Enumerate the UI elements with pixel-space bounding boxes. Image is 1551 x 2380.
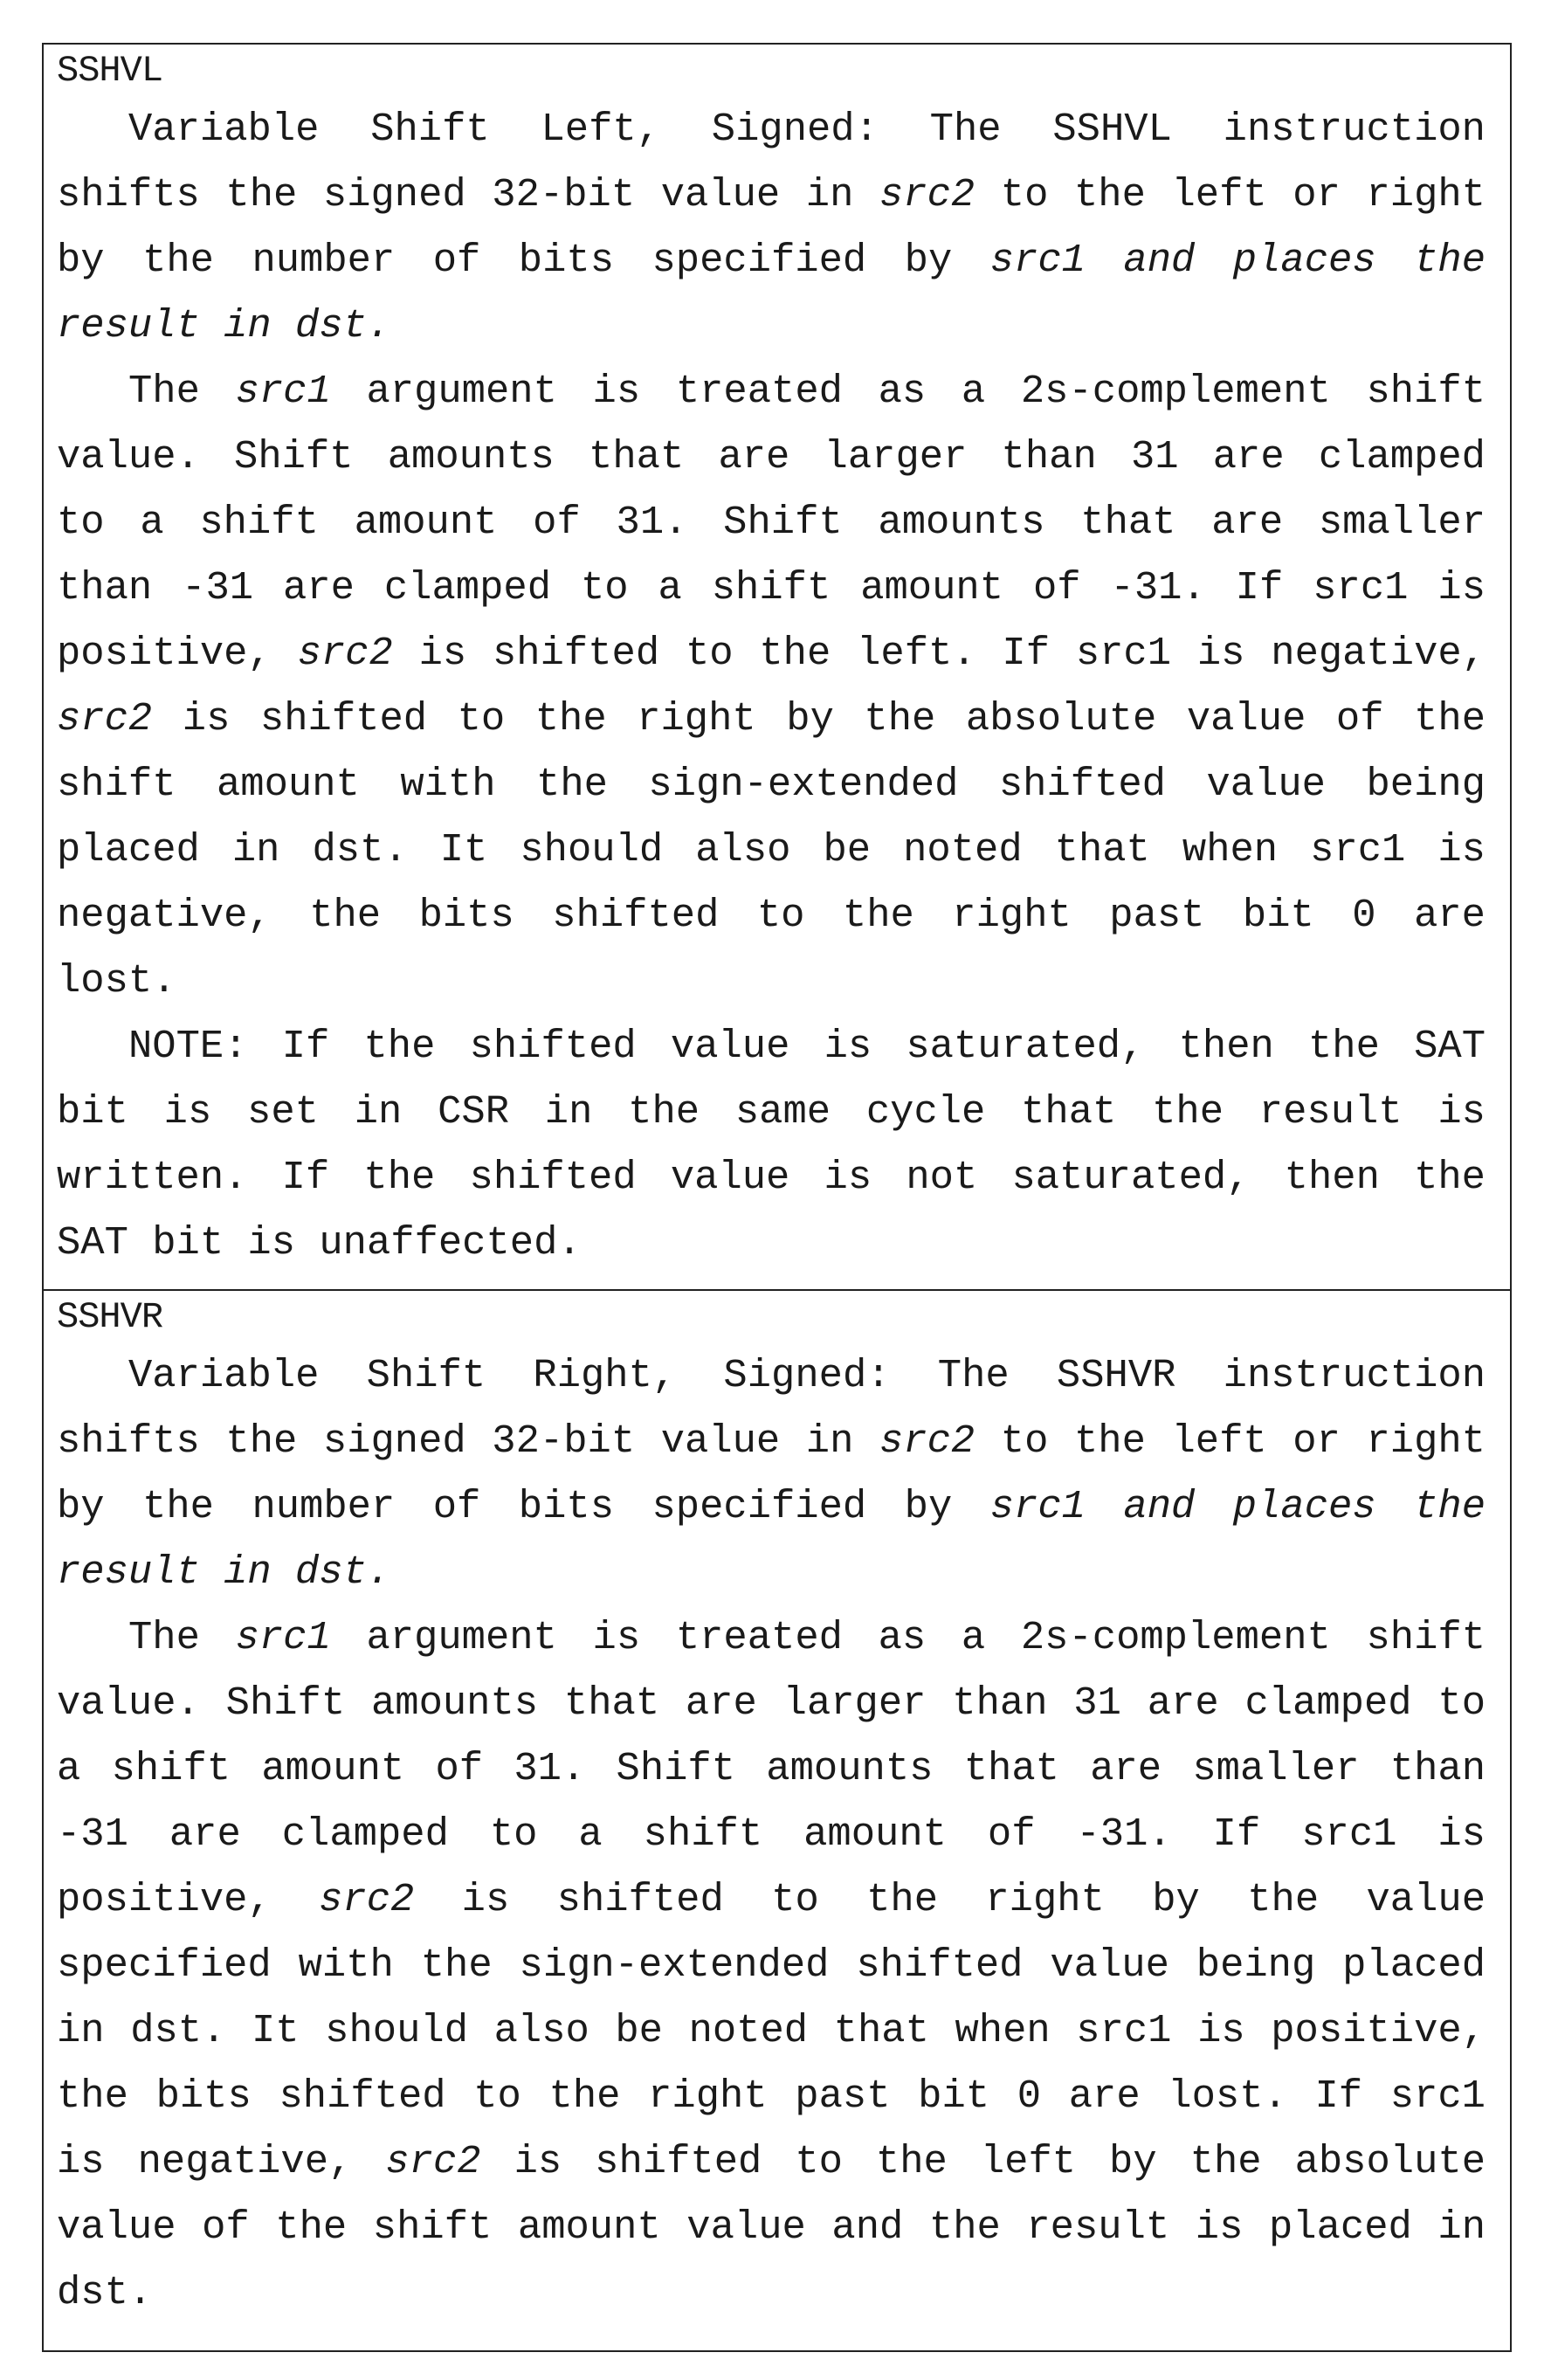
text-line [57, 293, 1486, 359]
text-line [57, 490, 1486, 555]
italic-term: src1 and places the [990, 1484, 1486, 1529]
text-segment: in dst. It should also be noted that when src1 is positive, [57, 2008, 1486, 2053]
text-line [57, 1998, 1486, 2064]
instruction-row-sshvr [44, 1291, 1510, 2350]
text-segment: The [128, 369, 236, 414]
text-segment: positive, [57, 1877, 319, 1922]
text-line [57, 2195, 1486, 2260]
text-segment: by the number of bits specified by [57, 1484, 990, 1529]
italic-term: src2 [879, 1418, 975, 1464]
text-segment: value of the shift amount value and the result is placed in [57, 2204, 1486, 2250]
italic-term: src1 and places the [990, 238, 1486, 283]
text-segment: is shifted to the right by the absolute value of the [152, 696, 1486, 742]
text-segment: placed in dst. It should also be noted that when src1 is [57, 827, 1486, 873]
text-segment: dst. [57, 2270, 152, 2315]
instruction-name: SSHVL [57, 45, 1486, 97]
italic-term: src2 [298, 631, 393, 676]
text-line [57, 359, 1486, 424]
text-line [57, 1211, 1486, 1276]
text-line [57, 1605, 1486, 1671]
italic-term: src2 [319, 1877, 414, 1922]
italic-term: src1 [236, 1615, 331, 1660]
text-line [57, 1802, 1486, 1867]
text-segment: is shifted to the left. If src1 is negative, [393, 631, 1486, 676]
text-segment: the bits shifted to the right past bit 0 are lost. If src1 [57, 2073, 1486, 2119]
text-line [57, 883, 1486, 949]
text-segment: bit is set in CSR in the same cycle that the result is [57, 1089, 1486, 1135]
italic-term: src2 [57, 696, 152, 742]
text-line [57, 1343, 1486, 1409]
text-line [57, 1474, 1486, 1540]
italic-term: result in dst. [57, 1549, 390, 1595]
text-line [57, 555, 1486, 621]
text-segment: shift amount with the sign-extended shifted value being [57, 762, 1486, 807]
text-line [57, 1736, 1486, 1802]
text-line [57, 97, 1486, 162]
text-line [57, 424, 1486, 490]
text-segment: negative, the bits shifted to the right past bit 0 are [57, 893, 1486, 938]
text-segment: NOTE: If the shifted value is saturated, then the SAT [128, 1024, 1486, 1069]
text-segment: written. If the shifted value is not saturated, then the [57, 1155, 1486, 1200]
text-line [57, 1145, 1486, 1211]
instruction-description [57, 1343, 1486, 2326]
text-segment: -31 are clamped to a shift amount of -31. If src1 is [57, 1811, 1486, 1857]
text-segment: argument is treated as a 2s-complement shift [331, 369, 1486, 414]
text-line [57, 1080, 1486, 1145]
text-segment: to the left or right [975, 172, 1486, 217]
instruction-name: SSHVR [57, 1291, 1486, 1343]
text-segment: shifts the signed 32-bit value in [57, 1418, 879, 1464]
text-line [57, 1014, 1486, 1080]
text-segment: SAT bit is unaffected. [57, 1220, 582, 1266]
text-line [57, 162, 1486, 228]
italic-term: src1 [236, 369, 331, 414]
text-line [57, 686, 1486, 752]
text-segment: lost. [57, 958, 176, 1004]
text-segment: shifts the signed 32-bit value in [57, 172, 879, 217]
text-line [57, 2260, 1486, 2326]
text-segment: to the left or right [975, 1418, 1486, 1464]
instruction-table [42, 43, 1512, 2352]
text-segment: The [128, 1615, 236, 1660]
italic-term: src2 [385, 2139, 480, 2184]
text-segment: positive, [57, 631, 298, 676]
text-segment: Variable Shift Right, Signed: The SSHVR instruction [128, 1353, 1486, 1398]
text-segment: argument is treated as a 2s-complement shift [331, 1615, 1486, 1660]
text-segment: specified with the sign-extended shifted value being placed [57, 1942, 1486, 1988]
text-line [57, 1540, 1486, 1605]
text-segment: by the number of bits specified by [57, 238, 990, 283]
text-segment: is shifted to the left by the absolute [481, 2139, 1486, 2184]
text-segment: a shift amount of 31. Shift amounts that are smaller than [57, 1746, 1486, 1791]
instruction-description [57, 97, 1486, 1276]
italic-term: src2 [879, 172, 975, 217]
text-segment: than -31 are clamped to a shift amount of -31. If src1 is [57, 565, 1486, 611]
instruction-row-sshvl [44, 45, 1510, 1291]
text-line [57, 621, 1486, 686]
text-line [57, 2064, 1486, 2129]
text-segment: is negative, [57, 2139, 385, 2184]
text-line [57, 1933, 1486, 1998]
text-line [57, 2129, 1486, 2195]
text-segment: to a shift amount of 31. Shift amounts that are smaller [57, 500, 1486, 545]
text-line [57, 1867, 1486, 1933]
text-segment: value. Shift amounts that are larger than 31 are clamped [57, 434, 1486, 479]
italic-term: result in dst. [57, 303, 390, 348]
text-line [57, 752, 1486, 817]
text-line [57, 817, 1486, 883]
text-line [57, 1409, 1486, 1474]
text-segment: Variable Shift Left, Signed: The SSHVL instruction [128, 107, 1486, 152]
text-segment: value. Shift amounts that are larger than 31 are clamped to [57, 1680, 1486, 1726]
text-segment: is shifted to the right by the value [414, 1877, 1486, 1922]
text-line [57, 1671, 1486, 1736]
text-line [57, 949, 1486, 1014]
text-line [57, 228, 1486, 293]
